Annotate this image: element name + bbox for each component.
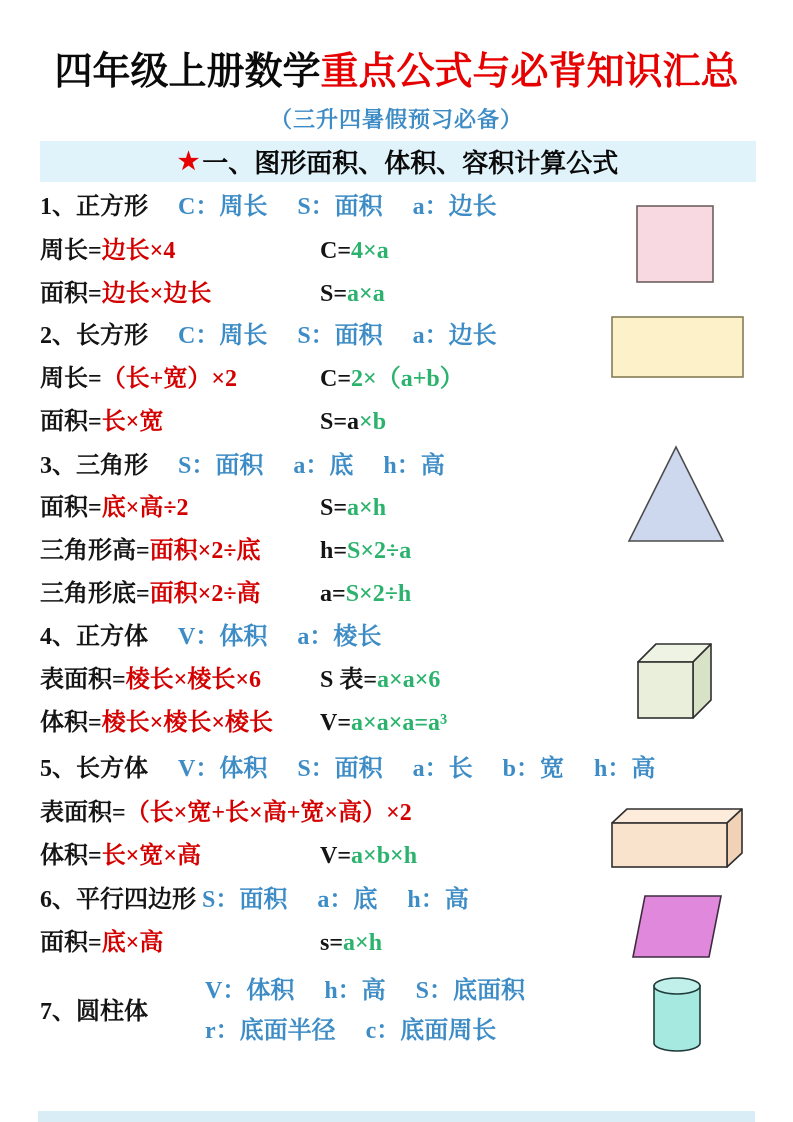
text-segment: C：周长 S：面积 a：边长: [178, 194, 497, 220]
text-segment: 面积×2÷高: [149, 581, 261, 607]
text-segment: 面积=: [40, 409, 102, 435]
page-subtitle: （三升四暑假预习必备）: [269, 107, 523, 132]
text-segment: 边长×边长: [101, 281, 212, 307]
row-6-heading: [40, 885, 469, 915]
triangle-area-cn: [40, 493, 189, 523]
triangle-base-cn: [40, 579, 261, 609]
text-segment: S×2÷a: [347, 538, 412, 564]
text-segment: S：面积 a：底 h：高: [202, 887, 469, 913]
text-segment: 面积×2÷底: [149, 538, 261, 564]
text-segment: 面积=: [40, 495, 102, 521]
text-segment: 体积=: [40, 843, 102, 869]
text-segment: V=: [320, 843, 352, 869]
triangle-shape: [629, 447, 723, 541]
row-4-heading: [40, 622, 381, 652]
cube-right-face: [693, 644, 711, 718]
text-segment: （长×宽+长×高+宽×高）×2: [125, 800, 412, 826]
square-area-cn: [40, 279, 211, 309]
row-5-heading: [40, 754, 655, 784]
text-segment: S：面积 a：底 h：高: [178, 453, 445, 479]
text-segment: 面积=: [40, 930, 102, 956]
text-segment: h=: [320, 538, 348, 564]
text-segment: a×h: [347, 495, 387, 521]
page-title: [0, 40, 793, 95]
square-area-formula: [320, 279, 385, 309]
cube-front-face: [638, 662, 693, 718]
cuboid-volume-cn: [40, 841, 201, 871]
text-segment: 长×宽: [101, 409, 164, 435]
bottom-section-band: [38, 1111, 755, 1122]
text-segment: 2、长方形: [40, 323, 148, 349]
cuboid-top-face: [612, 809, 742, 823]
text-segment: （长+宽）×2: [101, 366, 238, 392]
text-segment: r：底面半径 c：底面周长: [205, 1018, 497, 1044]
star-icon: ★: [177, 149, 200, 175]
parallelogram-area-formula: [320, 928, 382, 958]
text-segment: [148, 756, 178, 782]
text-segment: V：体积 S：面积 a：长 b：宽 h：高: [178, 756, 656, 782]
text-segment: 面积=: [40, 281, 102, 307]
rectangle-shape: [612, 317, 743, 377]
text-segment: S=a: [320, 409, 360, 435]
rect-perimeter-cn: [40, 364, 237, 394]
text-segment: S=: [320, 495, 348, 521]
text-segment: 表面积=: [40, 800, 126, 826]
triangle-height-cn: [40, 536, 261, 566]
text-segment: C：周长 S：面积 a：边长: [178, 323, 497, 349]
parallelogram-area-cn: [40, 928, 163, 958]
row-3-heading: [40, 451, 445, 481]
square-perimeter-formula: [320, 236, 389, 266]
cube-volume-cn: [40, 708, 273, 738]
text-segment: V：体积 h：高 S：底面积: [205, 978, 526, 1004]
text-segment: C=: [320, 238, 352, 264]
rect-area-formula: [320, 407, 386, 437]
cuboid-right-face: [727, 809, 742, 867]
text-segment: S×2÷h: [345, 581, 412, 607]
square-shape: [637, 206, 713, 282]
text-segment: 底×高: [101, 930, 164, 956]
cube-surface-cn: [40, 665, 261, 695]
rect-perimeter-formula: [320, 364, 464, 394]
text-segment: 棱长×棱长×6: [125, 667, 262, 693]
rect-area-cn: [40, 407, 163, 437]
text-segment: a×a: [347, 281, 385, 307]
cuboid-shape: [612, 809, 742, 867]
square-perimeter-cn: [40, 236, 175, 266]
text-segment: [148, 453, 178, 479]
cylinder-top-ellipse: [654, 978, 700, 994]
cube-top-face: [638, 644, 711, 662]
cuboid-front-face: [612, 823, 727, 867]
cylinder-labels-line2: [205, 1016, 496, 1046]
text-segment: 底×高÷2: [101, 495, 189, 521]
text-segment: 2×（a+b）: [351, 366, 464, 392]
text-segment: a×b×h: [351, 843, 418, 869]
text-segment: 周长=: [40, 238, 102, 264]
section-title: 一、图形面积、体积、容积计算公式: [202, 149, 619, 178]
text-segment: 棱长×棱长×棱长: [101, 710, 274, 736]
row-1-heading: [40, 192, 497, 222]
text-segment: 5、长方体: [40, 756, 148, 782]
text-segment: V=: [320, 710, 352, 736]
text-segment: 表面积=: [40, 667, 126, 693]
text-segment: 体积=: [40, 710, 102, 736]
text-segment: [148, 323, 178, 349]
text-segment: 长×宽×高: [101, 843, 202, 869]
triangle-area-formula: [320, 493, 386, 523]
cylinder-shape: [654, 978, 700, 1051]
page-title-black-part: 四年级上册数学: [54, 51, 321, 93]
text-segment: ×b: [359, 409, 387, 435]
text-segment: V：体积 a：棱长: [178, 624, 382, 650]
text-segment: 4×a: [351, 238, 389, 264]
text-segment: C=: [320, 366, 352, 392]
page-title-red-part: 重点公式与必背知识汇总: [320, 51, 739, 93]
text-segment: 6、平行四边形: [40, 887, 202, 913]
cube-volume-formula: [320, 708, 447, 738]
triangle-base-formula: [320, 579, 411, 609]
text-segment: 三角形高=: [40, 538, 150, 564]
row-2-heading: [40, 321, 497, 351]
text-segment: s=: [320, 930, 344, 956]
cuboid-volume-formula: [320, 841, 417, 871]
text-segment: 1、正方形: [40, 194, 148, 220]
text-segment: [148, 624, 178, 650]
cube-surface-formula: [320, 665, 440, 695]
section-header-band: [40, 141, 756, 182]
text-segment: S 表=: [320, 667, 378, 693]
text-segment: 7、圆柱体: [40, 999, 148, 1025]
cylinder-labels-line1: [205, 976, 525, 1006]
text-segment: a×a×a=a³: [351, 710, 448, 736]
text-segment: S=: [320, 281, 348, 307]
text-segment: a=: [320, 581, 346, 607]
parallelogram-shape: [633, 896, 721, 957]
cylinder-body: [654, 986, 700, 1051]
cuboid-surface-cn: [40, 798, 412, 828]
text-segment: 3、三角形: [40, 453, 148, 479]
text-segment: 边长×4: [101, 238, 176, 264]
text-segment: [148, 194, 178, 220]
row-7-heading: [40, 997, 148, 1027]
text-segment: a×h: [343, 930, 383, 956]
text-segment: 三角形底=: [40, 581, 150, 607]
text-segment: a×a×6: [377, 667, 441, 693]
text-segment: 周长=: [40, 366, 102, 392]
text-segment: 4、正方体: [40, 624, 148, 650]
cube-shape: [638, 644, 711, 718]
triangle-height-formula: [320, 536, 411, 566]
